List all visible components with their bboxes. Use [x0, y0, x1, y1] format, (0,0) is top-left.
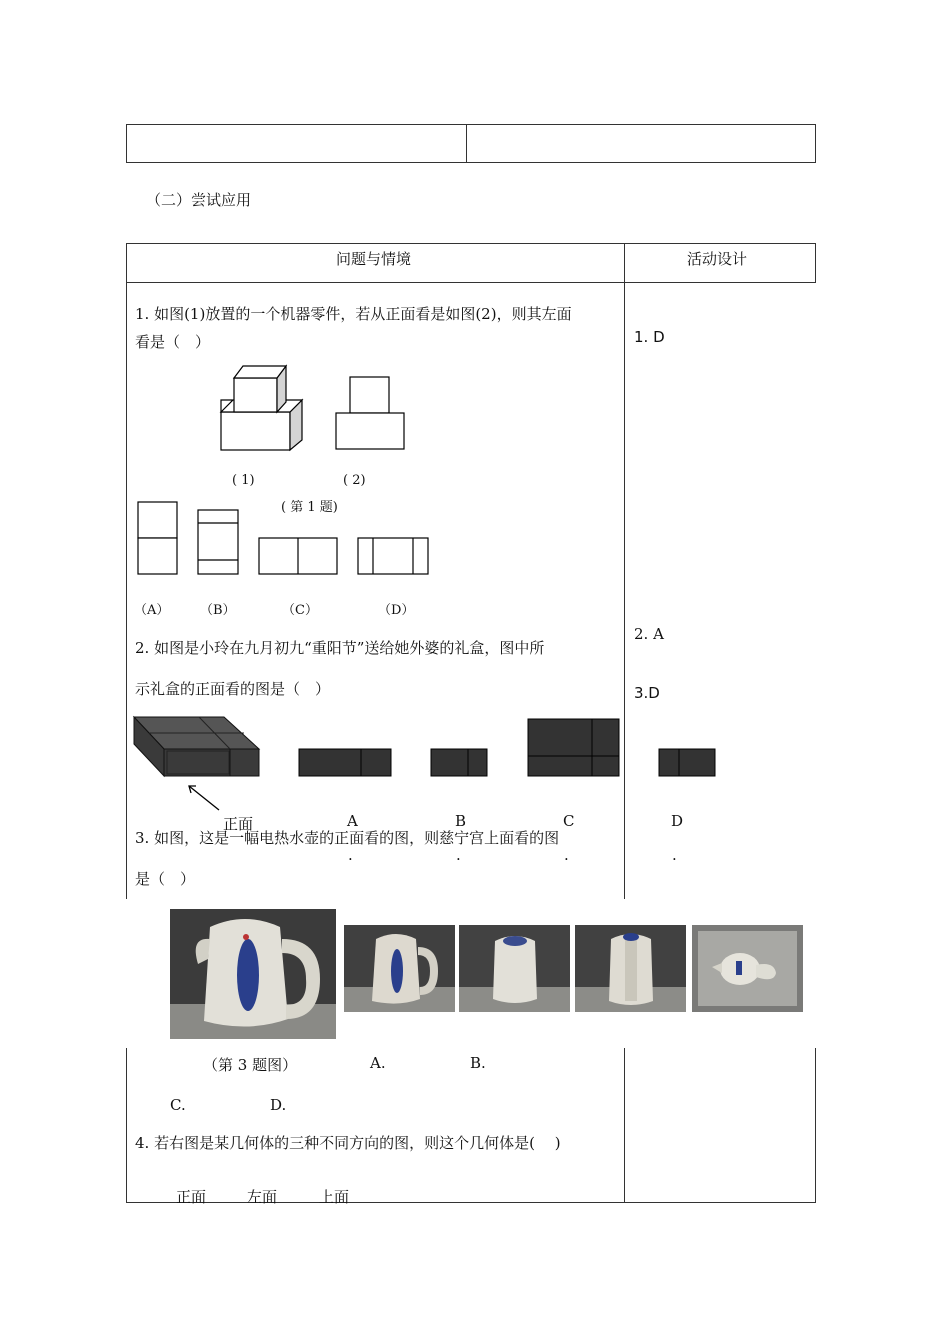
q3-text-line1: 3. 如图，这是一幅电热水壶的正面看的图，则慈宁宫上面看的图 — [135, 829, 560, 847]
q1-text-line1: 1. 如图(1)放置的一个机器零件，若从正面看是如图(2)，则其左面 — [135, 305, 572, 323]
q4-view-left: 左面 — [247, 1188, 278, 1206]
q2-arrow — [189, 786, 219, 810]
q3-option-a-photo — [344, 925, 455, 1012]
q1-figures — [130, 360, 450, 580]
q2-option-c-label: C — [563, 812, 575, 830]
q2-option-d-dot: . — [672, 846, 677, 864]
q1-option-a — [138, 502, 177, 574]
q2-option-a — [299, 749, 391, 776]
top-table — [126, 124, 816, 163]
q1-fig1-part — [221, 366, 302, 450]
main-table-header-border — [126, 282, 816, 283]
q2-option-b-dot: . — [456, 846, 461, 864]
q3-option-c-label: C. — [170, 1096, 186, 1114]
q1-fig2-label: ( 2) — [343, 473, 366, 488]
q2-option-d — [659, 749, 715, 776]
q1-caption: ( 第 1 题) — [281, 500, 338, 515]
q2-option-d-label: D — [671, 812, 684, 830]
q1-option-d-label: （D） — [378, 603, 415, 618]
q3-option-c-photo — [575, 925, 686, 1012]
q1-option-b-label: （B） — [200, 603, 236, 618]
q2-option-a-dot: . — [348, 846, 353, 864]
q3-option-b-photo — [459, 925, 570, 1012]
answer-1: 1. D — [634, 328, 665, 346]
q4-view-top: 上面 — [319, 1188, 350, 1206]
q2-gift-box — [134, 717, 259, 776]
q1-option-c — [259, 538, 337, 574]
q1-option-d — [358, 538, 428, 574]
q3-caption: （第 3 题图） — [203, 1056, 298, 1074]
q2-option-b-label: B — [455, 812, 467, 830]
main-table-col-divider-lower — [624, 1048, 625, 1203]
q2-option-c-dot: . — [564, 846, 569, 864]
q4-text: 4. 若右图是某几何体的三种不同方向的图，则这个几何体是( ) — [135, 1134, 561, 1152]
col1-header: 问题与情境 — [336, 250, 412, 268]
main-table-bottom-border — [126, 1202, 816, 1203]
q2-figures — [130, 712, 730, 822]
q3-option-b-label: B. — [470, 1054, 486, 1072]
section-heading: （二）尝试应用 — [146, 191, 252, 209]
q2-text-line2: 示礼盒的正面看的图是（ ） — [135, 680, 331, 698]
q1-fig2-front-view — [336, 377, 404, 449]
q2-front-label: 正面 — [223, 815, 254, 833]
main-table-right-border-lower — [815, 1048, 816, 1203]
q1-option-c-label: （C） — [282, 603, 318, 618]
main-table-left-border — [126, 243, 127, 899]
answer-2: 2. A — [634, 625, 664, 643]
q3-text-line2: 是（ ） — [135, 870, 196, 888]
q1-fig1-label: ( 1) — [232, 473, 255, 488]
q3-option-a-label: A. — [370, 1054, 386, 1072]
q1-text-line2: 看是（ ） — [135, 333, 211, 351]
q2-option-c — [528, 719, 619, 776]
q1-option-a-label: （A） — [134, 603, 170, 618]
main-table-right-border — [815, 243, 816, 283]
q2-option-a-label: A — [347, 812, 358, 830]
q2-option-b — [431, 749, 487, 776]
answer-3: 3.D — [634, 684, 660, 702]
q3-kettle-front-photo — [170, 909, 336, 1039]
main-table-left-border-lower — [126, 1048, 127, 1203]
q3-option-d-photo — [692, 925, 803, 1012]
col2-header: 活动设计 — [687, 250, 748, 268]
q1-option-b — [198, 510, 238, 574]
q2-text-line1: 2. 如图是小玲在九月初九“重阳节”送给她外婆的礼盒，图中所 — [135, 639, 545, 657]
main-table-top-border — [126, 243, 816, 244]
q4-view-front: 正面 — [176, 1188, 207, 1206]
q3-option-d-label: D. — [270, 1096, 287, 1114]
top-table-divider — [466, 124, 467, 163]
